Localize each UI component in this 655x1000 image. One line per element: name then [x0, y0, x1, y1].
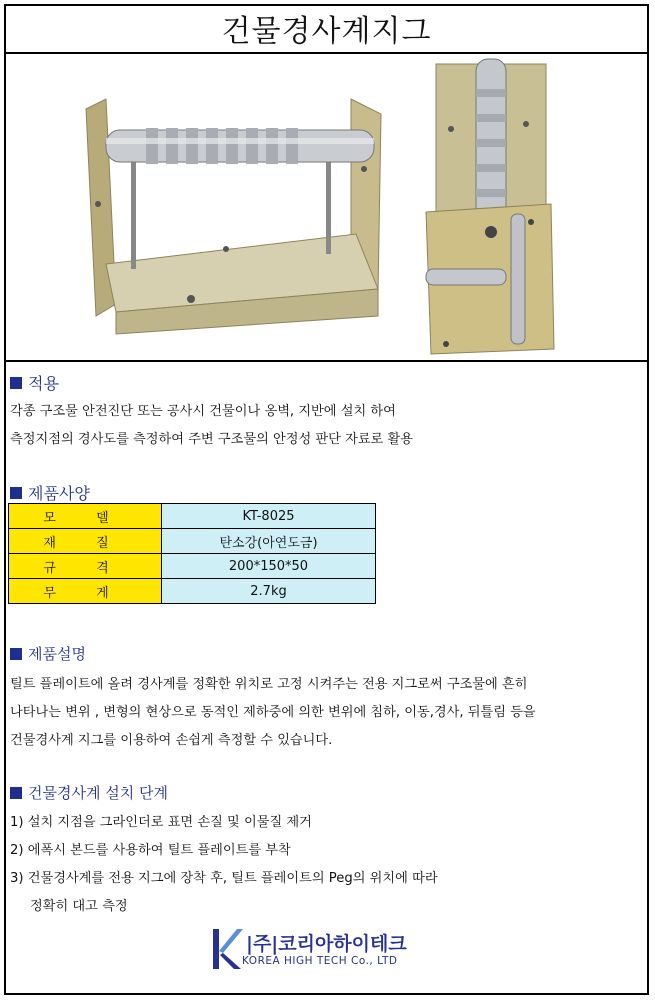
company-name: |주|코리아하이테크	[246, 933, 407, 955]
description-heading-label: 제품설명	[28, 645, 86, 663]
description-line-3: 건물경사계 지그를 이용하여 손쉽게 측정할 수 있습니다.	[10, 733, 333, 748]
spec-value: KT-8025	[162, 504, 376, 529]
product-photos	[6, 54, 647, 362]
spec-value: 2.7kg	[162, 579, 376, 604]
spec-key: 규 격	[9, 554, 162, 579]
table-row	[9, 579, 376, 604]
table-row	[9, 529, 376, 554]
spec-key: 무 게	[9, 579, 162, 604]
table-row	[9, 504, 376, 529]
product-photo-front	[6, 54, 647, 360]
company-name-en: KOREA HIGH TECH Co., LTD	[242, 955, 398, 967]
spec-heading	[10, 481, 90, 504]
spec-heading-label: 제품사양	[28, 484, 90, 503]
application-line-2: 측정지점의 경사도를 측정하여 주변 구조물의 안정성 판단 자료로 활용	[10, 432, 413, 447]
page-title: 건물경사계지그	[4, 4, 649, 54]
bullet-square-icon	[10, 787, 22, 799]
description-heading	[10, 643, 86, 664]
install-heading-label: 건물경사계 설치 단계	[28, 784, 168, 802]
install-step-3: 3) 건물경사계를 전용 지그에 장착 후, 틸트 플레이트의 Peg의 위치에 따라	[10, 871, 438, 886]
application-heading-label: 적용	[28, 374, 59, 393]
bullet-square-icon	[10, 377, 22, 389]
spec-value: 탄소강(아연도금)	[162, 529, 376, 554]
application-line-1: 각종 구조물 안전진단 또는 공사시 건물이나 옹벽, 지반에 설치 하여	[10, 404, 396, 419]
description-line-2: 나타나는 변위 , 변형의 현상으로 동적인 제하중에 의한 변위에 침하, 이동,경사, 뒤틀림 등을	[10, 705, 536, 720]
spec-key: 모 델	[9, 504, 162, 529]
spec-value: 200*150*50	[162, 554, 376, 579]
bullet-square-icon	[10, 487, 22, 499]
description-line-1: 틸트 플레이트에 올려 경사계를 정확한 위치로 고정 시켜주는 전용 지그로써 구조물에 흔히	[10, 677, 528, 692]
install-step-2: 2) 에폭시 본드를 사용하여 틸트 플레이트를 부착	[10, 843, 291, 858]
spec-table	[8, 503, 376, 604]
install-heading	[10, 782, 168, 803]
application-heading	[10, 371, 59, 394]
table-row	[9, 554, 376, 579]
bullet-square-icon	[10, 648, 22, 660]
install-step-1: 1) 설치 지점을 그라인더로 표면 손질 및 이물질 제거	[10, 815, 312, 830]
install-step-3-cont: 정확히 대고 측정	[30, 899, 128, 914]
spec-key: 재 질	[9, 529, 162, 554]
